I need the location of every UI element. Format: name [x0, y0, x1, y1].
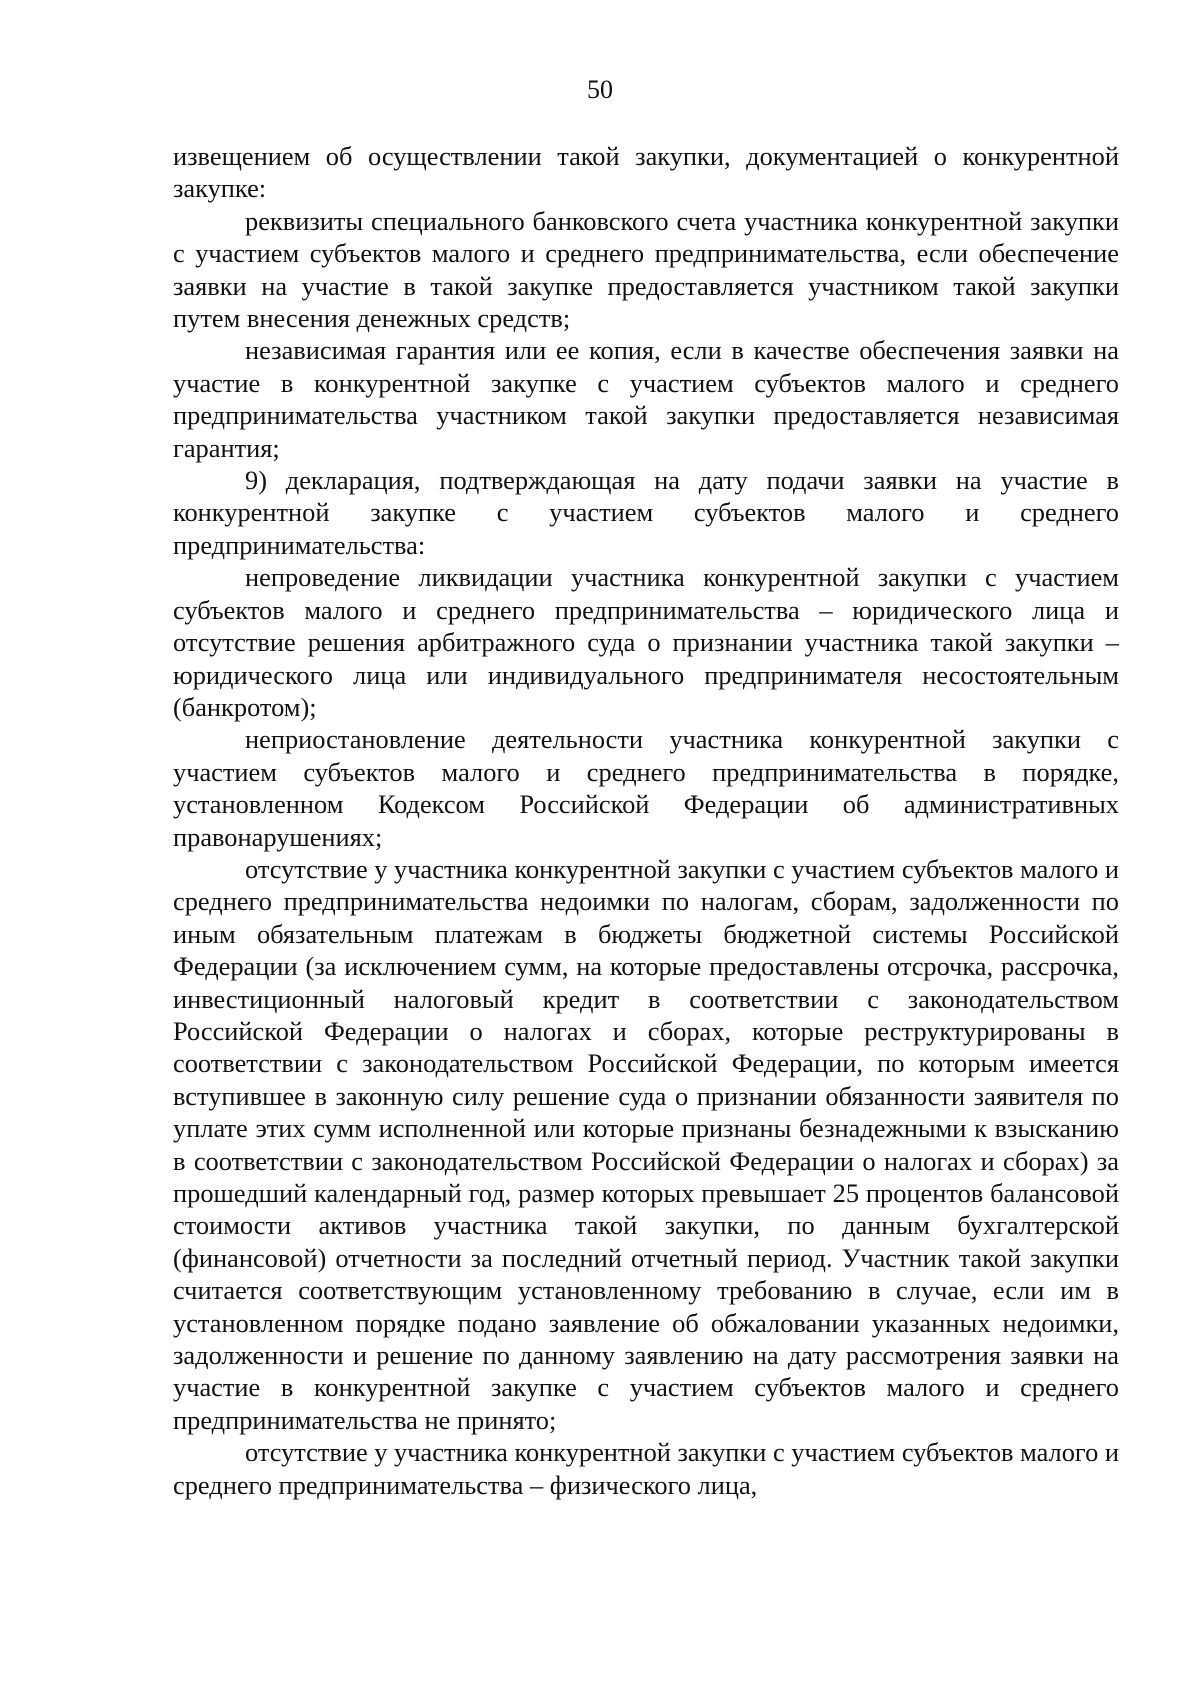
paragraph: реквизиты специального банковского счета участника конкурентной закупки с участием субъектов малого и среднего предпринимательства, если обеспечение заявки на участие в такой закупке предоставляется участником такой закупки путем внесения денежных средств;: [173, 205, 1119, 334]
paragraph: независимая гарантия или ее копия, если в качестве обеспечения заявки на участие в конкурентной закупке с участием субъектов малого и среднего предпринимательства участником такой закупки предоставляется независимая гарантия;: [173, 335, 1119, 463]
paragraph: непроведение ликвидации участника конкурентной закупки с участием субъектов малого и среднего предпринимательства – юридического лица и отсутствие решения арбитражного суда о признании участника такой закупки – юридического лица или индивидуального предпринимателя несостоятельным (банкротом);: [173, 562, 1119, 722]
paragraph: неприостановление деятельности участника конкурентной закупки с участием субъектов малого и среднего предпринимательства в порядке, установленном Кодексом Российской Федерации об административных правонарушениях;: [173, 724, 1119, 852]
document-body: [173, 140, 1119, 1501]
paragraph: отсутствие у участника конкурентной закупки с участием субъектов малого и среднего предпринимательства недоимки по налогам, сборам, задолженности по иным обязательным платежам в бюджеты бюджетной системы Российской Федерации (за исключением сумм, на которые предоставлены отсрочка, рассрочка, инвестиционный налоговый кредит в соответствии с законодательством Российской Федерации о налогах и сборах, которые реструктурированы в соответствии с законодательством Российской Федерации, по которым имеется вступившее в законную силу решение суда о признании обязанности заявителя по уплате этих сумм исполненной или которые признаны безнадежными к взысканию в соответствии с законодательством Российской Федерации о налогах и сборах) за прошедший календарный год, размер которых превышает 25 процентов балансовой стоимости активов участника такой закупки, по данным бухгалтерской (финансовой) отчетности за последний отчетный период. Участник такой закупки считается соответствующим установленному требованию в случае, если им в установленном порядке подано заявление об обжаловании указанных недоимки, задолженности и решение по данному заявлению на дату рассмотрения заявки на участие в конкурентной закупке с участием субъектов малого и среднего предпринимательства не принято;: [173, 853, 1119, 1435]
paragraph: 9) декларация, подтверждающая на дату подачи заявки на участие в конкурентной закупке с участием субъектов малого и среднего предпринимательства:: [173, 465, 1119, 560]
paragraph-last: отсутствие у участника конкурентной закупки с участием субъектов малого и среднего предпринимательства – физического лица,: [173, 1437, 1119, 1500]
page-number: 50: [587, 75, 613, 104]
paragraph: извещением об осуществлении такой закупки, документацией о конкурентной закупке:: [173, 141, 1119, 204]
